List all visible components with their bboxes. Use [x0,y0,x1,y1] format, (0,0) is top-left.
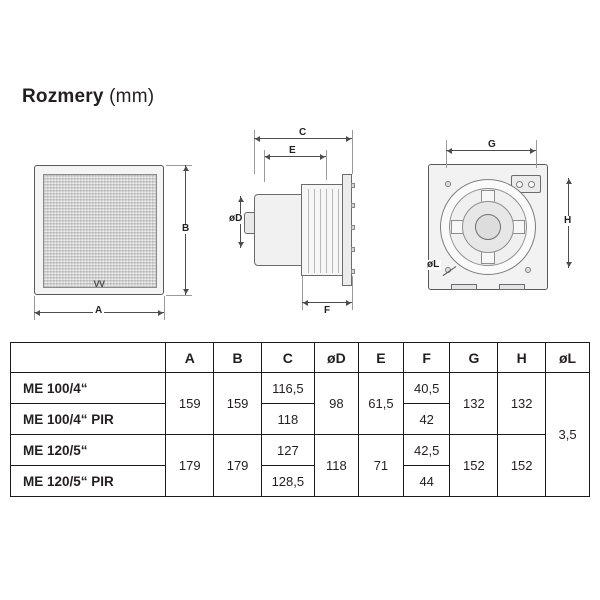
technical-drawings [0,120,600,335]
cell-c: 116,5 [261,373,314,404]
th-c: C [261,343,314,373]
th-b: B [214,343,262,373]
dim-line-f [302,302,352,303]
dim-line-c [254,138,352,139]
ext-line-g-left [446,140,447,168]
cell-a: 159 [166,373,214,435]
impeller-vane [332,189,333,273]
cell-f: 44 [403,466,450,497]
brand-logo: VV [93,279,105,289]
cell-a: 179 [166,435,214,497]
th-g: G [450,343,498,373]
ext-line-f-right [352,276,353,310]
cell-f: 42 [403,404,450,435]
ext-line-c-right [352,130,353,174]
cell-h: 152 [498,435,546,497]
dim-line-e [264,156,326,157]
flange-tooth [351,269,355,274]
impeller-vane [320,189,321,273]
ext-line-g-right [536,140,537,168]
dim-arrow-h-bottom [566,262,572,267]
dim-arrow-a-right [158,310,163,316]
dim-arrow-f-right [346,300,351,306]
cell-g: 132 [450,373,498,435]
front-view-drawing [34,165,164,295]
page-title-text: Rozmery [22,86,104,107]
cell-f: 42,5 [403,435,450,466]
cell-e: 61,5 [358,373,403,435]
cell-c: 128,5 [261,466,314,497]
cell-h: 132 [498,373,546,435]
impeller-vane [338,189,339,273]
page-title [22,86,154,108]
grille-mesh [43,174,157,288]
dimensions-table [10,342,590,497]
dim-arrow-f-left [303,300,308,306]
table-row [11,373,590,404]
cell-e: 71 [358,435,403,497]
th-a: A [166,343,214,373]
side-front-flange [342,174,352,286]
cell-b: 159 [214,373,262,435]
dim-arrow-d-bottom [238,242,244,247]
dim-arrow-g-right [530,148,535,154]
dim-label-e: E [289,145,296,156]
th-d: øD [314,343,358,373]
th-h: H [498,343,546,373]
dim-label-h: H [564,215,572,226]
impeller-vane [314,189,315,273]
dim-label-f: F [324,305,331,316]
rear-motor-hub [475,214,501,240]
th-e: E [358,343,403,373]
cell-d: 98 [314,373,358,435]
th-f: F [403,343,450,373]
table-row [11,435,590,466]
cell-b: 179 [214,435,262,497]
ext-line-a-left [34,296,35,320]
dim-arrow-c-right [346,136,351,142]
th-model [11,343,166,373]
page-title-unit: (mm) [109,86,155,107]
cell-g: 152 [450,435,498,497]
dim-arrow-h-top [566,179,572,184]
flange-tooth [351,247,355,252]
cell-f: 40,5 [403,373,450,404]
cell-model: ME 100/4“ PIR [11,404,166,435]
dim-arrow-a-left [35,310,40,316]
terminal-hole [528,181,535,188]
rear-housing [428,164,548,290]
dim-label-l: øL [427,259,440,270]
dim-arrow-g-left [447,148,452,154]
cell-d: 118 [314,435,358,497]
cell-c: 127 [261,435,314,466]
dim-label-d: øD [229,213,243,224]
terminal-hole [516,181,523,188]
dim-arrow-d-top [238,197,244,202]
flange-tooth [351,183,355,188]
cell-l: 3,5 [546,373,590,497]
rear-view-drawing [425,158,555,298]
mounting-screw [525,267,531,273]
cell-model: ME 100/4“ [11,373,166,404]
dim-label-b: B [182,223,190,234]
side-body [254,194,302,266]
flange-tooth [351,203,355,208]
dim-label-a: A [95,305,103,316]
dim-label-g: G [488,139,496,150]
dim-label-c: C [299,127,307,138]
dim-line-g [446,150,536,151]
impeller-vane [326,189,327,273]
rear-foot [499,284,525,290]
mounting-screw [445,181,451,187]
cell-model: ME 120/5“ [11,435,166,466]
ext-line-e-right [326,150,327,180]
impeller-vane [308,189,309,273]
cell-c: 118 [261,404,314,435]
dim-arrow-b-top [183,166,189,171]
side-section-drawing [240,160,360,300]
dim-arrow-e-left [265,154,270,160]
ext-line-a-right [164,296,165,320]
dim-arrow-b-bottom [183,289,189,294]
rear-foot [451,284,477,290]
cell-model: ME 120/5“ PIR [11,466,166,497]
table-header-row [11,343,590,373]
dim-arrow-c-left [255,136,260,142]
th-l: øL [546,343,590,373]
flange-tooth [351,225,355,230]
dim-arrow-e-right [320,154,325,160]
dimensions-table-wrapper [10,342,590,497]
side-impeller-housing [301,184,343,276]
ext-line-b-bottom [166,295,192,296]
